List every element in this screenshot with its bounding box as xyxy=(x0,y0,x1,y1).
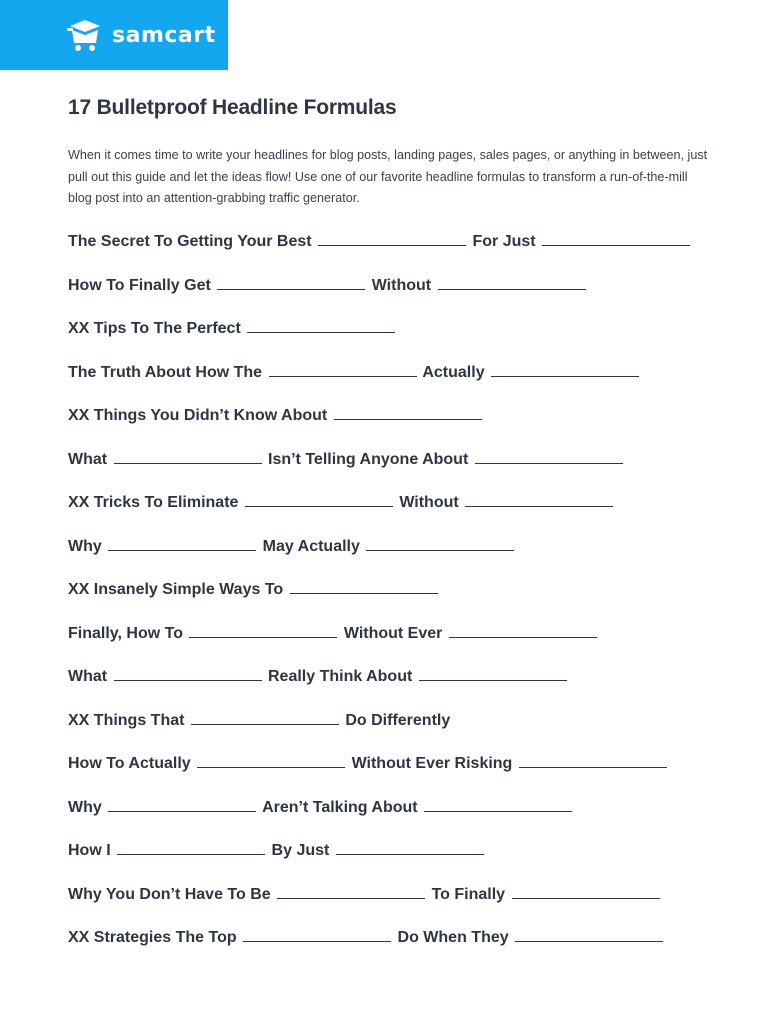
formula-text: By Just xyxy=(267,842,334,859)
fill-in-blank xyxy=(438,274,586,290)
formula-text: Aren’t Talking About xyxy=(258,798,423,816)
fill-in-blank xyxy=(114,665,262,681)
formula-list xyxy=(68,229,718,969)
headline-formula xyxy=(68,490,718,534)
fill-in-blank xyxy=(318,230,466,246)
formula-text: Why xyxy=(68,798,107,816)
fill-in-blank xyxy=(336,839,484,855)
formula-text: XX Strategies The Top xyxy=(68,929,242,946)
formula-text: Do Differently xyxy=(340,711,451,729)
formula-text: How I xyxy=(68,842,116,859)
formula-text: Finally, How To xyxy=(68,624,188,642)
fill-in-blank xyxy=(449,622,597,638)
headline-formula xyxy=(68,708,718,752)
fill-in-blank xyxy=(189,622,337,638)
formula-text: What xyxy=(68,668,112,685)
fill-in-blank xyxy=(290,578,438,594)
fill-in-blank xyxy=(114,448,262,464)
fill-in-blank xyxy=(197,752,345,768)
headline-formula xyxy=(68,751,718,795)
headline-formula xyxy=(68,534,718,578)
cart-icon xyxy=(66,17,104,53)
fill-in-blank xyxy=(108,535,256,551)
formula-text: Without Ever Risking xyxy=(347,755,517,772)
fill-in-blank xyxy=(465,491,613,507)
formula-text: Without xyxy=(394,494,464,511)
formula-text: Without Ever xyxy=(339,624,447,642)
headline-formula xyxy=(68,838,718,882)
formula-text: XX Things That xyxy=(68,711,189,729)
formula-text: Isn’t Telling Anyone About xyxy=(263,450,473,468)
fill-in-blank xyxy=(491,361,639,377)
formula-text: XX Things You Didn’t Know About xyxy=(68,407,332,424)
page-title: 17 Bulletproof Headline Formulas xyxy=(68,96,397,119)
formula-text: Why You Don’t Have To Be xyxy=(68,885,276,903)
headline-formula xyxy=(68,621,718,665)
brand-header xyxy=(0,0,228,70)
intro-paragraph: When it comes time to write your headlines for blog posts, landing pages, sales pages, or anything in between, just pull out this guide and let the ideas flow! Use one of our favorite headline formulas to transform a run-of-the-mill blog post into an attention-grabbing traffic generator. xyxy=(68,148,708,205)
formula-text: For Just xyxy=(468,233,541,250)
headline-formula xyxy=(68,229,718,273)
headline-formula xyxy=(68,447,718,491)
formula-text: XX Insanely Simple Ways To xyxy=(68,581,288,598)
fill-in-blank xyxy=(512,883,660,899)
headline-formula xyxy=(68,403,718,447)
headline-formula xyxy=(68,273,718,317)
formula-text: How To Finally Get xyxy=(68,276,216,294)
brand-name: samcart xyxy=(112,22,216,48)
formula-text: How To Actually xyxy=(68,755,196,772)
formula-text: May Actually xyxy=(258,537,365,555)
formula-text: The Truth About How The xyxy=(68,363,267,381)
formula-text: The Secret To Getting Your Best xyxy=(68,233,317,250)
fill-in-blank xyxy=(515,926,663,942)
fill-in-blank xyxy=(117,839,265,855)
fill-in-blank xyxy=(247,317,395,333)
fill-in-blank xyxy=(191,709,339,725)
formula-text: XX Tricks To Eliminate xyxy=(68,494,243,511)
fill-in-blank xyxy=(475,448,623,464)
formula-text: To Finally xyxy=(427,885,510,903)
formula-text: XX Tips To The Perfect xyxy=(68,320,246,337)
headline-formula xyxy=(68,925,718,969)
fill-in-blank xyxy=(366,535,514,551)
headline-formula xyxy=(68,882,718,926)
fill-in-blank xyxy=(519,752,667,768)
headline-formula xyxy=(68,795,718,839)
formula-text: Actually xyxy=(418,363,490,381)
fill-in-blank xyxy=(277,883,425,899)
formula-text: Do When They xyxy=(393,929,514,946)
headline-formula xyxy=(68,316,718,360)
headline-formula xyxy=(68,360,718,404)
headline-formula xyxy=(68,664,718,708)
fill-in-blank xyxy=(334,404,482,420)
fill-in-blank xyxy=(245,491,393,507)
fill-in-blank xyxy=(542,230,690,246)
formula-text: What xyxy=(68,450,112,468)
headline-formula xyxy=(68,577,718,621)
fill-in-blank xyxy=(217,274,365,290)
fill-in-blank xyxy=(269,361,417,377)
formula-text: Why xyxy=(68,537,107,555)
formula-text: Without xyxy=(367,276,436,294)
fill-in-blank xyxy=(424,796,572,812)
fill-in-blank xyxy=(419,665,567,681)
formula-text: Really Think About xyxy=(263,668,417,685)
fill-in-blank xyxy=(243,926,391,942)
fill-in-blank xyxy=(108,796,256,812)
